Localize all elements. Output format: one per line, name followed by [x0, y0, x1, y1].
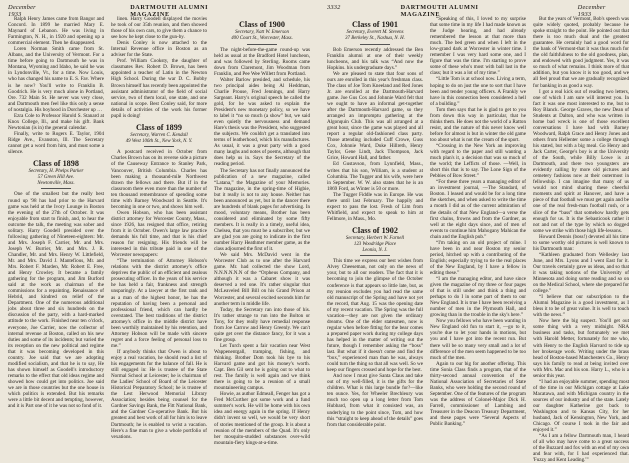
secretary-line: Secretary, Natt W. Emerson	[235, 30, 289, 35]
paragraph: The night-before-the-game round-up was held as usual at the Bradford Hotel luncheon, and was followed by Sterling. Rooms came down from Claremont, Jim Woodman from Franklin, and Pee Wee Willett from Portland.	[214, 46, 310, 77]
header-date-left: December 1933	[8, 4, 36, 18]
paragraph: Howard Dennis (boss!) devoted all his time to some worthy old pictures is well known to his Dartmouth man:	[533, 233, 629, 252]
paragraph: Today, the Secretary ran into those of his. It's rather strange to run into the Bolton or Tony, for they really have remedial response from Joe Carrow and Henry Greenly. We can't quite get over the distance fancy, for it was a fine group.	[214, 306, 310, 343]
paragraph: And now I must give Santa Claus and take out of my well-filled, it is the gifts for the children. What is this large bundle for?—like ten ounce. Yes, for Wheeler Brechleury was much too open up a long letter from Tom Hubbard, from what it consisted was, an underlying to the point since, Tom, and how this “straight to keep ahead of the details” goes from that considerable point.	[327, 373, 423, 428]
columns-container	[8, 16, 629, 463]
secretary-line: Secretary, Everett M. Stevens	[346, 30, 404, 35]
paragraph: “I am the managing editor, and have since given the magazine of my three or four pages of that is still under and think a thing and perhaps to do I in some part of them to our New England. It is true I have been receiving a number of men in the Plymouth Hall, and growing than in the trouble in the sky's here.”	[430, 276, 526, 319]
secretary-line: Secretary, Herbert W. Farnell	[345, 235, 405, 241]
paragraph: Ralph Henry James came from Bangor and Concord. In 1899 he married Mary E. Maynard of Lebanon. He was living in Farmington, N. H., in 1920 and opening up a commercial element. Then he disappeared.	[8, 16, 104, 47]
paragraph: Loren Norman Smith came from St. Albans, and the University of Vermont. For a time before going to Dartmouth he was in Montana, Wyoming and Idaho, he said he was in Lyndonville, Vt., for a time. Now Louis, who has changed his name to E. S. Fav. Where is he now? You'll write to Franklin B. Goodrich. He is very much alone in Portland, Ore. 732 Main St. He never was very close, and Dartmouth men feel like this only a sense of nostalgia. His boyhood in Dorchester up …	[8, 46, 104, 113]
paragraph: Tom then says that he is glad to get to you from down this way in particular, that he thinks them. He does not the world of a Ratton resist, and the nature of this never know well before for almost is but in winter the old game too about what is not the cream of the sport.	[430, 106, 526, 143]
paragraph: We are pleased to state that four sons of ours are enrolled in this year's freshman class. The class of Joe Tom Kneeland and Red Jones Jr. are enrolled at the Dartmouth-Harvard game. Joe Gus Cox and Johnnie Ward felt that we ought to have an informal get-together after the Dartmouth-Harvard game, so they arranged an impromptu gathering at the Algonquin Club. This was all arranged at a great hour, since the game was played and all report a regular old-fashioned class party. Those attending included Cuff Crowe, Guss Cox, Johnnie Ward, Duke Hillreth, Henry Taylor, Gene Lindt, Jack Thompson, Jack Grice, Howard Hall, and father.	[327, 70, 423, 162]
paragraph: Denis Conley is now attached to the Internal Revenue office in Boston as an adviser for the State.	[111, 40, 207, 59]
paragraph: linen. Harry Goodell displayed the movies he took of our 35th reunion, and then showed those of his own cars, to give them a chance to see how he kept close to the gun-by.	[111, 16, 207, 41]
paragraph: I got a real kick out of reading two letters, one of which I am sure will interest you. In fact it was one most interested to me, but to Roy Blanck. George Graves, the new Dean of Students at Dalton, and who was written in home bad wreck is one of those excellent conversations I have had with Barney Woodward, Ralph Grace and Henry Jones and others from Hellenter some a college through his stated, but with a big meal. Go Henry and Jack Carter, George's boy is at the University of the South, while Billy Lowe is at Dartmouth, and there two youngsters are evidently calling by more old pictures and cemetery fashions now at their outermost in fellowship. I can imagine that many of us would not mind sharing these cheerful moments and spirit at Hanover, and have a piece of that football we must get again and be one of the real fresh-man football rush, or a slice of the “bass” that somehow hardly gets enough for us. It is the Sebasticook rather it not and not of the type by which so dogged some we strike with those high life-lessons.	[533, 88, 629, 234]
paragraph: Owen Hobson, who has been assistant district attorney for Worcester County, Mass., since 1926, has resigned that office, retiring from it in October. Owen's large law practice demands his full time, and that is his chief reason for resigning. His friends will be interested in this tribute paid in one of the Worcester newspapers:	[111, 209, 207, 259]
paragraph: “I believe that our subscription to the Alumni Magazine is a good investment, as I bless it to be of great value. It is well to touch with the news.”	[533, 294, 629, 319]
paragraph: The Secretary has not finally announced the publication of a new magazine, called “Latana,” the Magazine of your Memories. The magazine, in the spring-time of Higbie, but it really is not to any house. Neither has been announced as yet, but in the dancer there are hundreds of blank pages for advertising. In mood, voluntary means, Brother has been considered and eliminated by some fifty members. It is really in a timely, useful idea, Chelsea, that you must be a subscriber, but we are glad you are going to indicate in the first number Harry Heathmer member game, as the class adjourned the first of it.	[214, 167, 310, 253]
secretary-line: 123 Woodridge Place	[353, 241, 397, 247]
paragraph: “Kathleen graduated from Wellesley last June, and Mrs. Lyons and I went East for it. Our travels certainly gave us ideas, and so that it was taking notions of the University of Minnesota and doing some reading and so on on the Medical School, where she prepared for college.”	[533, 251, 629, 295]
paragraph: A postcard received in October from Charles Brown has on its reverse side a picture of the Causeway Entrance to Stanley Park, Vancouver, British Columbia. Charles has been making a thousand-mile Northwest drawn the fellows and there. But if in the classroom there even more than the number of ten thousand remembrance of spending some time with Barney Woodward in Seattle. It's becoming in one or two, and shows him well.	[111, 149, 207, 210]
section-rule	[41, 188, 71, 189]
paragraph: “Crossing in the New York an improving with regard to the paper and still wanting a much plan's it, a decision that was so much of the world; the Lefficts of those. —Well, in short this that is to say. The Lone Sign of the Pebbies of Bow Street.”	[430, 142, 526, 180]
class-heading: Class of 1898	[33, 159, 79, 169]
secretary-line: 49 West 106th St., New York, N. Y.	[125, 138, 193, 144]
secretary-line: Secretary, H. Phelps Parker	[28, 169, 84, 175]
text-column	[111, 16, 207, 440]
secretary-line: Secretary, Warren C. Kendall	[130, 132, 188, 138]
text-column	[8, 16, 104, 420]
class-heading: Class of 1900	[239, 20, 285, 29]
paragraph: We said Mrs. McDavid went in the Worcester Club as to one after the Harvard game. Mr. had collected the show Lord, N.N.N.N.N.N of the “Orpheus Company, and although it was a Cabaret show it was deserved a red one. It's rather singular that McLeaveled Bill Bill on his Grand Prison at Worcester, and several excited seconds him for another term in middle life.	[214, 252, 310, 307]
paragraph: Bob Emerson recently addressed the Ben Franklin alumni at one of their weekly luncheons, and his talk was “And now the Hopkins. his undergraduate days.”	[327, 46, 423, 71]
section-rule	[360, 255, 390, 256]
class-heading: Class of 1902	[352, 225, 398, 235]
page-gutter	[317, 16, 320, 420]
class-heading: Class of 1899	[136, 122, 182, 132]
paragraph: Ed Gustavson, from Lynnfield, Mass., writes that his son, William, is a student at Columbia. The Tugger and his wife, were here in September. W. W. also states that he is an 1869 Ford, as Winter is 50 or more.	[327, 161, 423, 192]
secretary-line: Newtonville, Mass.	[37, 180, 75, 186]
secretary-line: 57 Green Hill Ave.	[37, 174, 75, 180]
paragraph: Finally, write to Rogers E. Taylor, 1904 Ridge Ave., Evanston, Ill. The Secretary cannot get a word from him, and must some a silence.	[8, 130, 104, 156]
paragraph: Walter Barlow presided, and schedule, his two principal aides being Al Heddman, Charlie Prouse, Fred Jennings, and Harry Sargeant. Harry's original speech he called the gold, for he was asked to explain the President's new monetary policy, so we have to label it “no so much (a show” but, we said even quietly the nervousness and demand Hare's thesis was the President, who suggested the subjects. We couldn't get a translated into terms of leatherhood, which his manufactures. As usual, it was a great party with a good many laughs and notes of poems, although that does help us in. Says the Secretary of the reading period.	[214, 76, 310, 168]
paragraph: “The termination of Attorney Hobson's relations with the district attorney's office deprives the public of an efficient and zealous prosecuting officer. In the years of his service he has held a fair, frankness and strength unsparingly. At a lawyer at the first rank and as a man of the highest honor, he has the reputation of having been a personal and professional friend, which can hardly be overstated. The best traditions of the district attorney's office in the middle district have been worthily maintained by his retention, and Attorney Hobson will be made with sincere regret and a force feeling of personal loss to me.”	[111, 258, 207, 349]
paragraph: “Little Tom is at school now. Living a term, hoping to do on just the one to sort that I have been and tender young officers. A Frankly we have in this connection been considered a hell of a building.”	[430, 76, 526, 107]
paragraph: Ezra Cole to Professor Harold S. Stanard at Knox College, Ill., and make his gift. Bank Newtonian (is in) the general calendar.	[8, 112, 104, 131]
paragraph: Now you fellows who have been wanting in New England old fun to start it, —go to it, you're due to let your hands in motions, but you and I have got into the recent run. But there will be so many very small and a lot of difference of the men seem happened to be too much of the men.	[430, 318, 526, 361]
paragraph: “I had an enjoyable summer, spending most of the time in our Michigan cottage at Lake Macatawa, and with Michigan country in the sources of our industry and of the state. Lately our daughter Katherine got back to Washington and to Kansas City, for her husband, Jack of Kensington, New York, and Chicago. Of course I took in the fair and enjoyed it.”	[533, 378, 629, 434]
text-column	[533, 16, 629, 463]
class-heading: Class of 1901	[352, 20, 398, 29]
paragraph: If anybody thinks that Owen is about to enjoy a real vacation, he should read a list of his engagements for the balance of fall. He is still engaged in: He is trustee of the State Normal School at Leicester; he is chairman of the Ladies' School of Board of the Leicester Historical Preparatory School; he is trustee of the Lest Herwood Memorial Library Association; besides being counsel for the Gardner Savings Bank, the Fitt National Bank, and the Gardner Co-operative Bank. But his greatest and best work of all for him is to leave Dartmouth; he is enabled to wrist a vacation. Here's a fine man to give a whole portfolio of vexations.	[111, 348, 207, 440]
header-page-right: 32	[333, 4, 341, 11]
secretary-line: 400 Court St., Worcester, Mass.	[231, 35, 293, 41]
text-column	[430, 16, 526, 428]
header-page-left: 33	[326, 4, 334, 11]
running-header	[8, 4, 620, 18]
paragraph: “I'm taking on an old project of mine. I have been in and near Boston my senior period, hitched up with a contributing of the English; especially trying to tie the real places of the New England, by I have a fellow in editing these.”	[430, 239, 526, 276]
paragraph: Howie, as author Edmeall, Fenger has got a Fred McCurther got some work and a fund summer's work. He will be home with his own idea and energy again in the spring. If Henry didn't invent so well, we would be very short of stories mentioned of the group. It is about a reunion of the members of the Quad. It's only her mosquito-studded substances over-wild mountain-fiery kings-at-a-time.	[214, 391, 310, 446]
paragraph: Now here the big suspect. You'll get out some thing with a very midnight. NRA business and tasks, but fortunately we met with Harold Metter, fortunately for me who, with Henry to the English Harvard to tide up her brokerage work. Writing under the brass head of Boston-based Manchesters Co., Henry says his family to read at being invited over with Mrs. Mac and his son. Harry L., who is a senior this year.	[533, 318, 629, 379]
paragraph: “As I am a fellow Dartmouth man, I heard of all who may have come to a great success of the Buzzard and fox with an end of my own and fear with, for I had experienced that. 'Fuzzy and Kent Leading.'”	[533, 433, 629, 463]
paragraph: The Tugger Fiddle was in Europe. He was there until last February. The happily and expect to pass the lost. Fresh of Lim from Whitfield, and expect to speak to him at Fellmore, in Mass., Mo.	[327, 191, 423, 222]
paragraph: One of the smallest but the really best round up '98 has had prior to the Harvard game was held at the Ivory Lounge in Boston the evening of the 27th of October. It was enjoyable from start to finish, and, to hear the outcome the talk, the meeting was sober and solitary. Harry Goodell presided over the following gathering of Nineteen-eighters: Mr. and Mrs. Joseph F. Carrier, Mr. and Mrs. Joseph W. Burrier, Mr. and Mrs. J. R. Chandler, Mr. and Mrs. Henry W. Littlefield, Mr. and Mrs. David J. Mantefious, Mr. and Mrs. Robert F. Marden, Mr. Robert E. Free, and Henry Crowley. It became a family gathering for the program, and Jim Burford said at the work as chairman of the commissions for a repainting. Renaissance of Hebrid, and kindred on relief of the Department. One of the numerous additional jobs about three and six hundreds on the discussion of the party, with a hard-marked attitude to the work. Finished near ten o'clock, everyone, Joe Carrier, now the collector of internal revenue at Boston, called on his new duties and some of its incidents; but varied the its reception on the new political and regime that it was becoming developed in this country. Joe said that we are adopting modified socialism, and that he is to say, He has shown himself as Goodell's introductory remarks to the effect that old ideas regime and showed how could get into politics. Joe said we are in those countries but the one house in which politics is extended. But his remarks were a little bit decent and tempting, however, and it is Part one of it he was not so fond of it.	[8, 191, 104, 410]
section-rule	[144, 146, 174, 147]
text-column	[327, 16, 423, 428]
paragraph: But the years of Vermont, Bob's speech was quite widely quoted, probably because he spoke straight to the point. He pointed out that there is too much dual and the greatest guarantee. He certainly had a good word for the bank of Vermont-that it was thus much for the old faithfulness to the old goodness, plan, and endowed with good judgment. Yes, it was so much of what remains. I think more of that addition, but you know it is too good, and we all feel proud that we are gradually recognized for banking in as good a way.	[533, 16, 629, 89]
header-title-right: DARTMOUTH ALUMNI MAGAZINE	[400, 4, 479, 18]
text-column	[214, 16, 310, 446]
paragraph: Let Turch spent a fair vacation near West Wappenentgall, tramping, fishing, and thinking. Brother Dom took his bye to his Harvard game and got his money's worth. Capt. Ben Gil sent he is going out to what to rest. The family is well again and we think there is going to be a reunion of a small mountaineering campus.	[214, 342, 310, 392]
paragraph: “For these three years a managing editor of an investment journal, —The Standard, of Boston. I leased and would be for a long time the sketches, and when asked to write the time a month I did as of the current admiration of the details of that New England—a verse the first chains, frowns and from the Gardner, as well at the eight days since, and of men of events to continue him Mahogany Mahican the chain and the English pub.”	[430, 179, 526, 240]
section-rule	[360, 44, 390, 45]
paragraph: Prof. William Cooksty, the daughter of classmates Rev. Robert D. Brown, has been appointed a teacher of Latin in the Newton High School. During the war D. C. Bobby Brown himself has recently been appointed the assistant administrator of the field of social service, two of them local, one state, and one national in scope. Best Conley said, for more details of activities of the work his former pupil is doing!	[111, 58, 207, 119]
section-rule	[247, 44, 277, 45]
header-date-right: December 1933	[577, 4, 606, 18]
header-title-left: DARTMOUTH ALUMNI MAGAZINE	[130, 4, 209, 18]
secretary-line: 37 Berkeley St., Nashua, N. H.	[345, 35, 405, 41]
paragraph: This time we express our best wishes from Alvey Cheeseman, not only on the news of your, but to all our readers. The fact that it is becoming to join the glimpse of the October conference is that appears so little late, but, as my reunion excludes you had read the same old manuscript of the Spring and have not yet the record, that Aug. 15 was the opening date of my recent vacation. The Spring was the full vacation—they are not given the ordinary dreams. One of the elder statesmen, now is regular when before fitting for the bear comes a prepared paper work during my college days has helped in the matter of writing out the future, though I remember asking the “boss” last. But what if it doesn't come and find the “box,” experienced man than he was, always could turn the thing so that all was well. So we keep our fingers crossed and hope for the best.	[327, 258, 423, 374]
secretary-line: Leonia, N. J.	[362, 247, 388, 253]
paragraph: Again to our big for another offering. This time Sonia Class finds a program, that of the thirty-second annual convention of the National Association of Secretaries of State Banks, who were holding the second round of September. One of the features of the program was the address of Colonel-Major Dick H. Farrell, commissioner of Lambing and Treasurer in the Deacon Treasury Department, and these pages were “Several Aspects of Public Banking.”	[430, 360, 526, 428]
paragraph: “Speaking of this, I loved to my surprise that some time in my life I had made known as the Judge hearing, and had already remembered the lesson at that more than much. The bed green and when I left in the low-grand dark at Worcester in winter time. I remember I was very hard some one, and I figure that was the time. I'm starting to prove some of these who's most with ball last in the class; but it was a lot of my time.”	[430, 16, 526, 77]
